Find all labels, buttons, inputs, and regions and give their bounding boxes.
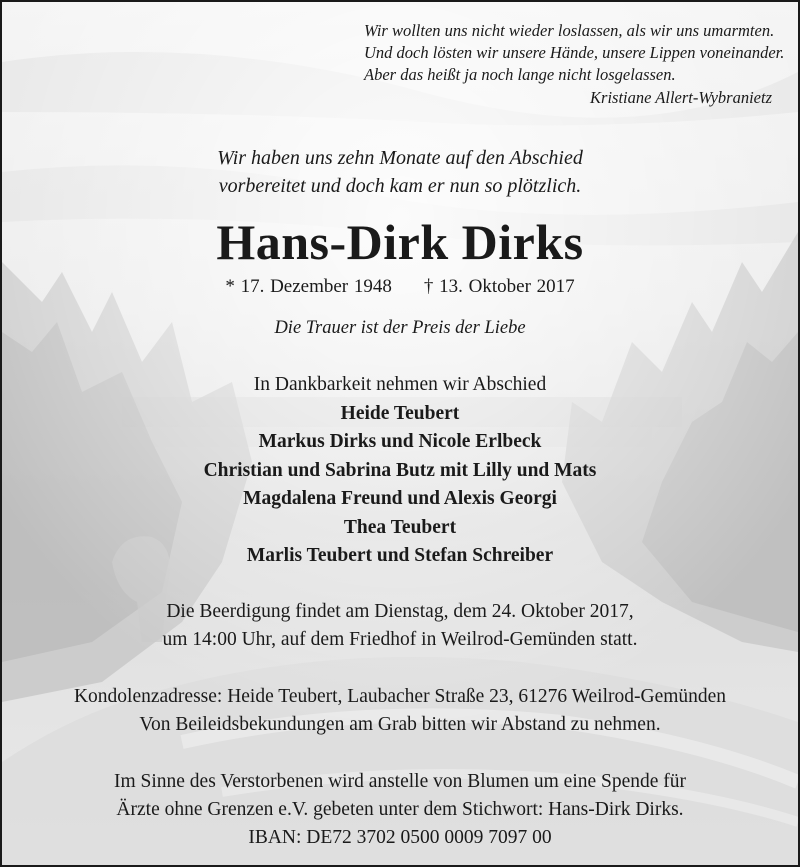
notice-content [2, 2, 798, 865]
death-date: † 13. Oktober 2017 [423, 276, 575, 297]
donation-line: Im Sinne des Verstorbenen wird anstelle von Blumen um eine Spende für [113, 771, 687, 792]
funeral-line: um 14:00 Uhr, auf dem Friedhof in Weilrod-Gemünden statt. [162, 629, 638, 650]
mourners-list [2, 371, 798, 571]
mourner-name: Christian und Sabrina Butz mit Lilly und Mats [203, 459, 597, 481]
intro-line: vorbereitet und doch kam er nun so plötzlich. [218, 175, 582, 197]
donation-line: Ärzte ohne Grenzen e.V. gebeten unter dem Stichwort: Hans-Dirk Dirks. [116, 799, 684, 820]
donation-info [2, 768, 798, 852]
intro-line: Wir haben uns zehn Monate auf den Abschied [217, 147, 583, 169]
poem-line: Wir wollten uns nicht wieder loslassen, als wir uns umarmten. [364, 21, 775, 40]
funeral-line: Die Beerdigung findet am Dienstag, dem 24. Oktober 2017, [166, 601, 634, 622]
condolence-note: Von Beileidsbekundungen am Grab bitten wir Abstand zu nehmen. [139, 714, 661, 735]
farewell-line: In Dankbarkeit nehmen wir Abschied [253, 374, 547, 395]
mourner-name: Markus Dirks und Nicole Erlbeck [258, 431, 542, 452]
poem-quote [364, 20, 785, 109]
mourner-name: Heide Teubert [340, 402, 460, 424]
birth-date: * 17. Dezember 1948 [225, 276, 392, 297]
condolence-info [2, 683, 798, 739]
poem-author: Kristiane Allert-Wybranietz [590, 88, 772, 107]
life-dates [2, 274, 798, 300]
poem-line: Aber das heißt ja noch lange nicht losgelassen. [364, 65, 676, 84]
deceased-name: Hans-Dirk Dirks [216, 214, 584, 270]
condolence-address: Kondolenzadresse: Heide Teubert, Laubacher Straße 23, 61276 Weilrod-Gemünden [73, 686, 727, 707]
mourner-name: Marlis Teubert und Stefan Schreiber [246, 545, 554, 566]
motto-text: Die Trauer ist der Preis der Liebe [274, 318, 526, 338]
intro-text [2, 144, 798, 200]
mourner-name: Thea Teubert [343, 516, 457, 538]
mourner-name: Magdalena Freund und Alexis Georgi [243, 488, 557, 509]
poem-line: Und doch lösten wir unsere Hände, unsere Lippen voneinander. [364, 43, 785, 62]
funeral-info [2, 598, 798, 654]
donation-iban: IBAN: DE72 3702 0500 0009 7097 00 [248, 827, 552, 848]
